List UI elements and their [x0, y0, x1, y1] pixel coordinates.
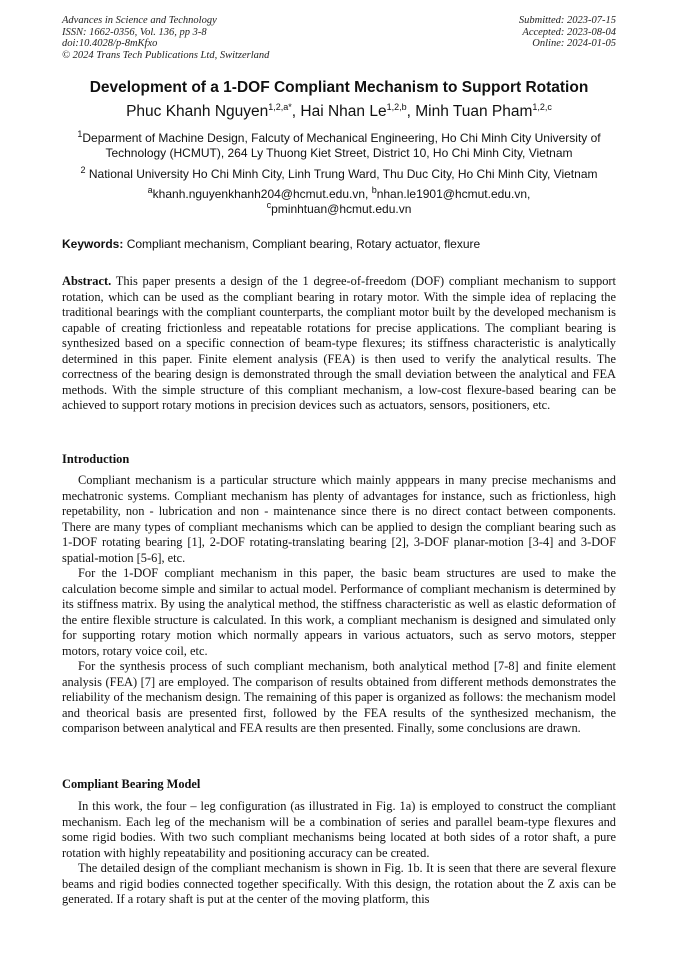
affiliation-1: $^1$Deparment of Machine Design, Falcuty of Mechanical Engineering, Ho Chi Minh City University of Technology (HCMUT), 264 Ly Thuong Kiet Street, District 10, Ho Chi Minh City, Vietnam	[77, 129, 601, 160]
keywords	[62, 237, 616, 251]
journal-header-left	[62, 15, 269, 61]
journal-header-right	[519, 15, 616, 50]
email-link[interactable]: khanh.nguyenkhanh204@hcmut.edu.vn,	[152, 187, 372, 201]
author-list: Phuc Khanh Nguyen$^{1,2,a*}$, Hai Nhan Le$^{1,2,b}$, Minh Tuan Pham$^{1,2,c}$	[126, 101, 552, 120]
section-heading-introduction: Introduction	[62, 452, 130, 466]
paragraph: For the 1-DOF compliant mechanism in this paper, the basic beam structures are used to make the calculation become simple and similar to actual model. Performance of compliant mechanism is determined by its stiffness matrix. By using the analytical method, the stiffness characteristic as well as elastic deformation of the entire flexible structure is calculated. In this work, a compliant mechanism is designed and simulated only for supporting rotary motion which normally appears in various actuators, such as servo motors, stepper motors, rotary voice coil, etc.	[62, 566, 616, 658]
author-name: Minh Tuan Pham	[415, 103, 533, 120]
author-name: Phuc Khanh Nguyen	[126, 103, 269, 120]
email-link[interactable]: nhan.le1901@hcmut.edu.vn,	[376, 187, 531, 201]
author-sup: 1,2,b	[386, 101, 407, 112]
abstract	[62, 274, 616, 414]
paragraph: The detailed design of the compliant mechanism is shown in Fig. 1b. It is seen that there are several flexure beams and rigid bodies connected together specifically. With this design, the rotation about the Z axis can be generated. If a rotary shaft is put at the center of the moving platform, this	[62, 861, 616, 906]
submitted-date: Submitted: 2023-07-15	[518, 15, 616, 26]
author-emails: $^a$khanh.nguyenkhanh204@hcmut.edu.vn, $^b$nhan.le1901@hcmut.edu.vn, $^c$pminhtuan@hcmut.edu.vn	[147, 185, 531, 216]
paragraph: For the synthesis process of such compliant mechanism, both analytical method [7-8] and finite element analysis (FEA) [7] are employed. The comparison of results obtained from different methods demonstrates the reliability of the mechanism design. The remaining of this paper is organized as follows: the mechanism model and theorical basis are presented first, followed by the FEA results of the synthesized mechanism, the comparison between analytical and FEA results are then presented. Finally, some conclusions are drawn.	[62, 659, 616, 735]
keywords-label: Keywords:	[62, 237, 124, 251]
email-link[interactable]: pminhtuan@hcmut.edu.vn	[271, 202, 412, 216]
journal-name: Advances in Science and Technology	[62, 15, 217, 26]
model-section-body	[62, 799, 616, 908]
paragraph: In this work, the four – leg configuration (as illustrated in Fig. 1a) is employed to construct the compliant mechanism. Each leg of the mechanism will be a combination of series and parallel beam-type flexures and some rigid bodies. With two such compliant mechanisms being located at both sides of a rotor shaft, a pure rotation with highly repeatability and positioning accuracy can be created.	[62, 799, 616, 860]
keywords-text: Compliant mechanism, Compliant bearing, Rotary actuator, flexure	[126, 237, 481, 251]
affiliation-2: $^2$ National University Ho Chi Minh City, Linh Trung Ward, Thu Duc City, Ho Chi Minh City, Vietnam	[80, 165, 598, 181]
online-date: Online: 2024-01-05	[532, 38, 616, 49]
abstract-label: Abstract.	[62, 274, 112, 288]
accepted-date: Accepted: 2023-08-04	[522, 26, 616, 38]
copyright: © 2024 Trans Tech Publications Ltd, Switzerland	[62, 49, 270, 61]
author-name: Hai Nhan Le	[300, 103, 387, 120]
author-sup: 1,2,c	[532, 101, 552, 112]
author-sup: 1,2,a*	[268, 101, 292, 112]
introduction-body	[62, 473, 616, 737]
paragraph: Compliant mechanism is a particular structure which mainly apppears in many precise mechanisms and mechatronic systems. Compliant mechanism has plenty of advantages for instance, such as frictionless, high repetability, non - lubrication and non - maintenance since there is no direct contact between components. There are many types of compliant mechanisms which can be applied to design the compliant bearing such as 1-DOF rotating bearing [1], 2-DOF rotating-translating bearing [2], 3-DOF planar-motion [3-4] and 3-DOF spatial-motion [5-6], etc.	[62, 473, 616, 565]
abstract-text: This paper presents a design of the 1 degree-of-freedom (DOF) compliant mechanism to support rotation, which can be used as the compliant bearing in rotary motor. With the simple idea of replacing the traditional bearings with the compliant counterparts, the compliant motor built by the developed mechanism is capable of creating frictionless and repeatable rotations for precise applications. The compliant bearing is synthesized based on a specific connection of beam-type flexures; its stiffness characteristic is analytically determined in this paper. Finite element analysis (FEA) is then used to verify the analytical results. The correctness of the bearing design is demonstrated through the small deviation between the analytical and FEA methods. With the simple structure of this compliant mechanism, a low-cost flexure-based bearing can be achieved to support rotary motions in precision devices such as actuators, sensors, positioners, etc.	[62, 274, 617, 412]
paper-title: Development of a 1-DOF Compliant Mechanism to Support Rotation	[89, 79, 589, 96]
section-heading-model: Compliant Bearing Model	[62, 777, 201, 791]
doi: doi:10.4028/p-8mKfxo	[62, 38, 158, 49]
journal-issn: ISSN: 1662-0356, Vol. 136, pp 3-8	[62, 26, 207, 38]
